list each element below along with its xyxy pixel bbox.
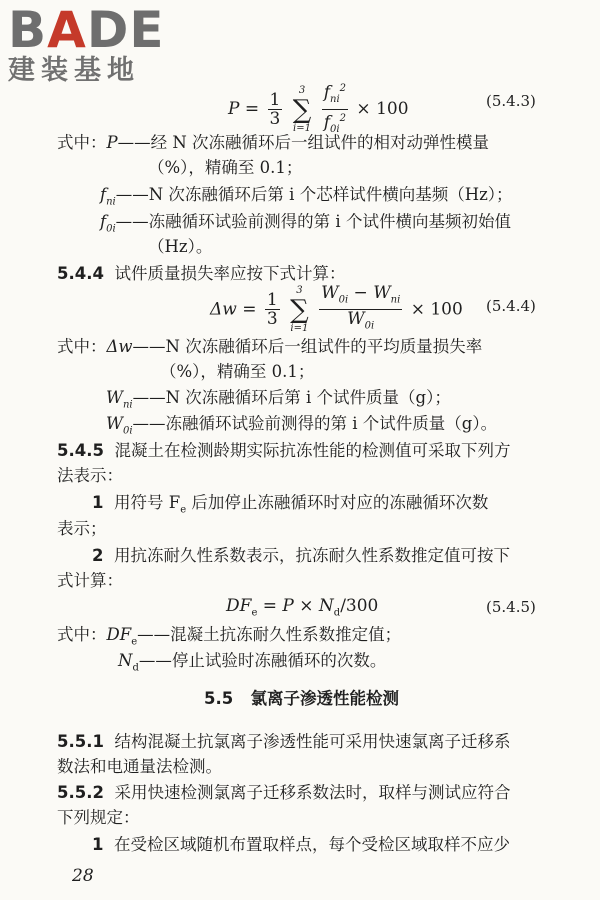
definition-f0i: $f_{0i}——$冻融循环试验前测得的第 i 个试件横向基频初始值	[100, 212, 511, 235]
clause-5-4-5-item-1-cont: 表示；	[57, 519, 107, 538]
clause-5-4-5-item-2: 2 用抗冻耐久性系数表示，抗冻耐久性系数推定值可按下	[92, 546, 510, 565]
definition-p-cont: （%），精确至 0.1；	[148, 158, 303, 177]
equation-5-4-5: $DF_e = P \times N_d/300$	[226, 596, 379, 619]
clause-5-5-2-cont: 下列规定：	[57, 808, 140, 827]
definition-wni: $W_{ni}——N$ 次冻融循环后第 i 个试件质量（g）；	[106, 388, 451, 411]
page-number: 28	[72, 866, 94, 886]
clause-5-4-5-item-1: 1 用符号 $F_e$ 后加停止冻融循环时对应的冻融循环次数	[92, 493, 489, 516]
clause-5-4-5-item-2-cont: 式计算：	[57, 571, 123, 590]
equation-number: (5.4.4)	[486, 297, 536, 315]
definition-f0i-cont: （Hz）。	[148, 237, 213, 256]
definition-fni: $f_{ni}——N$ 次冻融循环后第 i 个芯样试件横向基频（Hz）；	[100, 185, 513, 208]
clause-5-4-5: 5.4.5 混凝土在检测龄期实际抗冻性能的检测值可采取下列方	[57, 441, 511, 460]
clause-5-5-2-item-1: 1 在受检区域随机布置取样点，每个受检区域取样不应少	[92, 835, 510, 854]
equation-5-4-4: Δw = $\frac{1}{3}$ 3 ∑ i=1 $\frac{W_{0i} - W_{ni}}{W_{0i}}$ × 100	[210, 283, 463, 334]
definition-p: 式中：P——经 N 次冻融循环后一组试件的相对动弹性模量	[57, 133, 490, 152]
equation-number: (5.4.5)	[486, 598, 536, 616]
definition-w0i: $W_{0i}——$冻融循环试验前测得的第 i 个试件质量（g）。	[106, 414, 498, 437]
definition-dfe: 式中：$DF_e——$混凝土抗冻耐久性系数推定值；	[57, 625, 402, 648]
logo-accent-letter: A	[47, 1, 87, 59]
clause-5-4-4: 5.4.4 试件质量损失率应按下式计算：	[57, 264, 346, 283]
clause-5-5-1-cont: 数法和电通量法检测。	[57, 757, 222, 776]
logo-wordmark: BADE	[8, 1, 165, 59]
clause-5-5-2: 5.5.2 采用快速检测氯离子迁移系数法时，取样与测试应符合	[57, 783, 511, 802]
definition-nd: $N_d——$停止试验时冻融循环的次数。	[118, 651, 387, 674]
bade-logo	[8, 1, 178, 86]
clause-5-4-5-cont: 法表示：	[57, 466, 123, 485]
definition-dw-cont: （%），精确至 0.1；	[160, 362, 315, 381]
definition-dw: 式中：Δw——N 次冻融循环后一组试件的平均质量损失率	[57, 337, 483, 356]
section-heading-5-5: 5.5 氯离子渗透性能检测	[204, 689, 399, 708]
clause-5-5-1: 5.5.1 结构混凝土抗氯离子渗透性能可采用快速氯离子迁移系	[57, 732, 511, 751]
logo-chinese-text: 建装基地	[8, 55, 140, 86]
equation-number: (5.4.3)	[486, 92, 536, 110]
equation-5-4-3: P = $\frac{1}{3}$ 3 ∑ i=1 $\frac{f_{ni}^2}{f_{0i}^2}$ × 100	[228, 80, 409, 139]
